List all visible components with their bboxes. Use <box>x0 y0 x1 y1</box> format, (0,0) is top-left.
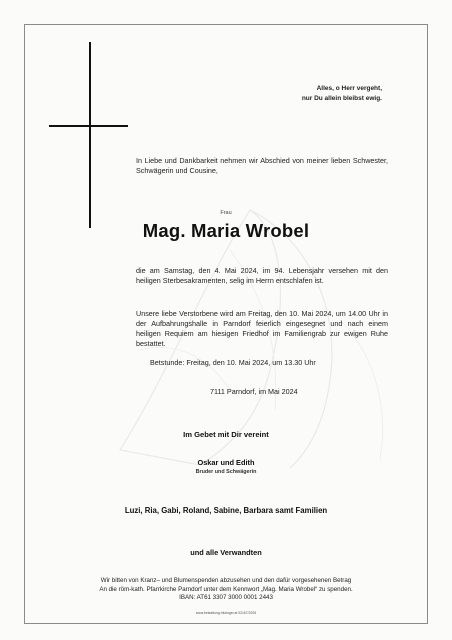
death-notice-paragraph: die am Samstag, den 4. Mai 2024, im 94. Lebensjahr versehen mit den heiligen Sterbesakramenten, selig im Herrn entschlafen ist. <box>136 266 388 285</box>
motto-line-1: Alles, o Herr vergeht, <box>316 85 382 92</box>
intro-text: In Liebe und Dankbarkeit nehmen wir Abschied von meiner lieben Schwester, Schwägerin und Cousine, <box>136 156 388 175</box>
prayer-line: Im Gebet mit Dir vereint <box>183 430 269 439</box>
funeral-paragraph: Unsere liebe Verstorbene wird am Freitag, den 10. Mai 2024, um 14.00 Uhr in der Aufbahrungshalle in Parndorf feierlich eingesegnet und nach einem heiligen Requiem am hiesigen Friedhof im Familiengrab zur ewigen Ruhe bestattet. <box>136 309 388 348</box>
footer-url: www.bestattung-hitzinger.at 02167/2205 <box>195 611 257 615</box>
deceased-name: Mag. Maria Wrobel <box>142 220 310 241</box>
relatives-line: und alle Verwandten <box>190 548 262 557</box>
title-prefix: Frau <box>220 210 232 216</box>
mourner-names: Oskar und Edith <box>197 458 255 467</box>
donation-line-2: An die röm-kath. Pfarrkirche Parndorf unter dem Kennwort „Mag. Maria Wrobel“ zu spenden. <box>99 585 353 593</box>
family-line: Luzi, Ria, Gabi, Roland, Sabine, Barbara samt Familien <box>124 506 328 515</box>
place-date: 7111 Parndorf, im Mai 2024 <box>210 387 298 396</box>
donation-iban: IBAN: AT61 3307 3000 0001 2443 <box>179 594 273 602</box>
cross-vertical-bar <box>89 42 91 228</box>
betstunde-line: Betstunde: Freitag, den 10. Mai 2024, um 13.30 Uhr <box>150 358 316 367</box>
donation-line-1: Wir bitten von Kranz– und Blumenspenden abzusehen und den dafür vorgesehenen Betrag <box>100 577 352 584</box>
motto <box>302 84 382 104</box>
motto-line-2: nur Du allein bleibst ewig. <box>301 95 382 102</box>
mourner-relation: Bruder und Schwägerin <box>195 469 257 475</box>
cross-horizontal-bar <box>49 125 128 127</box>
donation-notice <box>0 577 452 603</box>
